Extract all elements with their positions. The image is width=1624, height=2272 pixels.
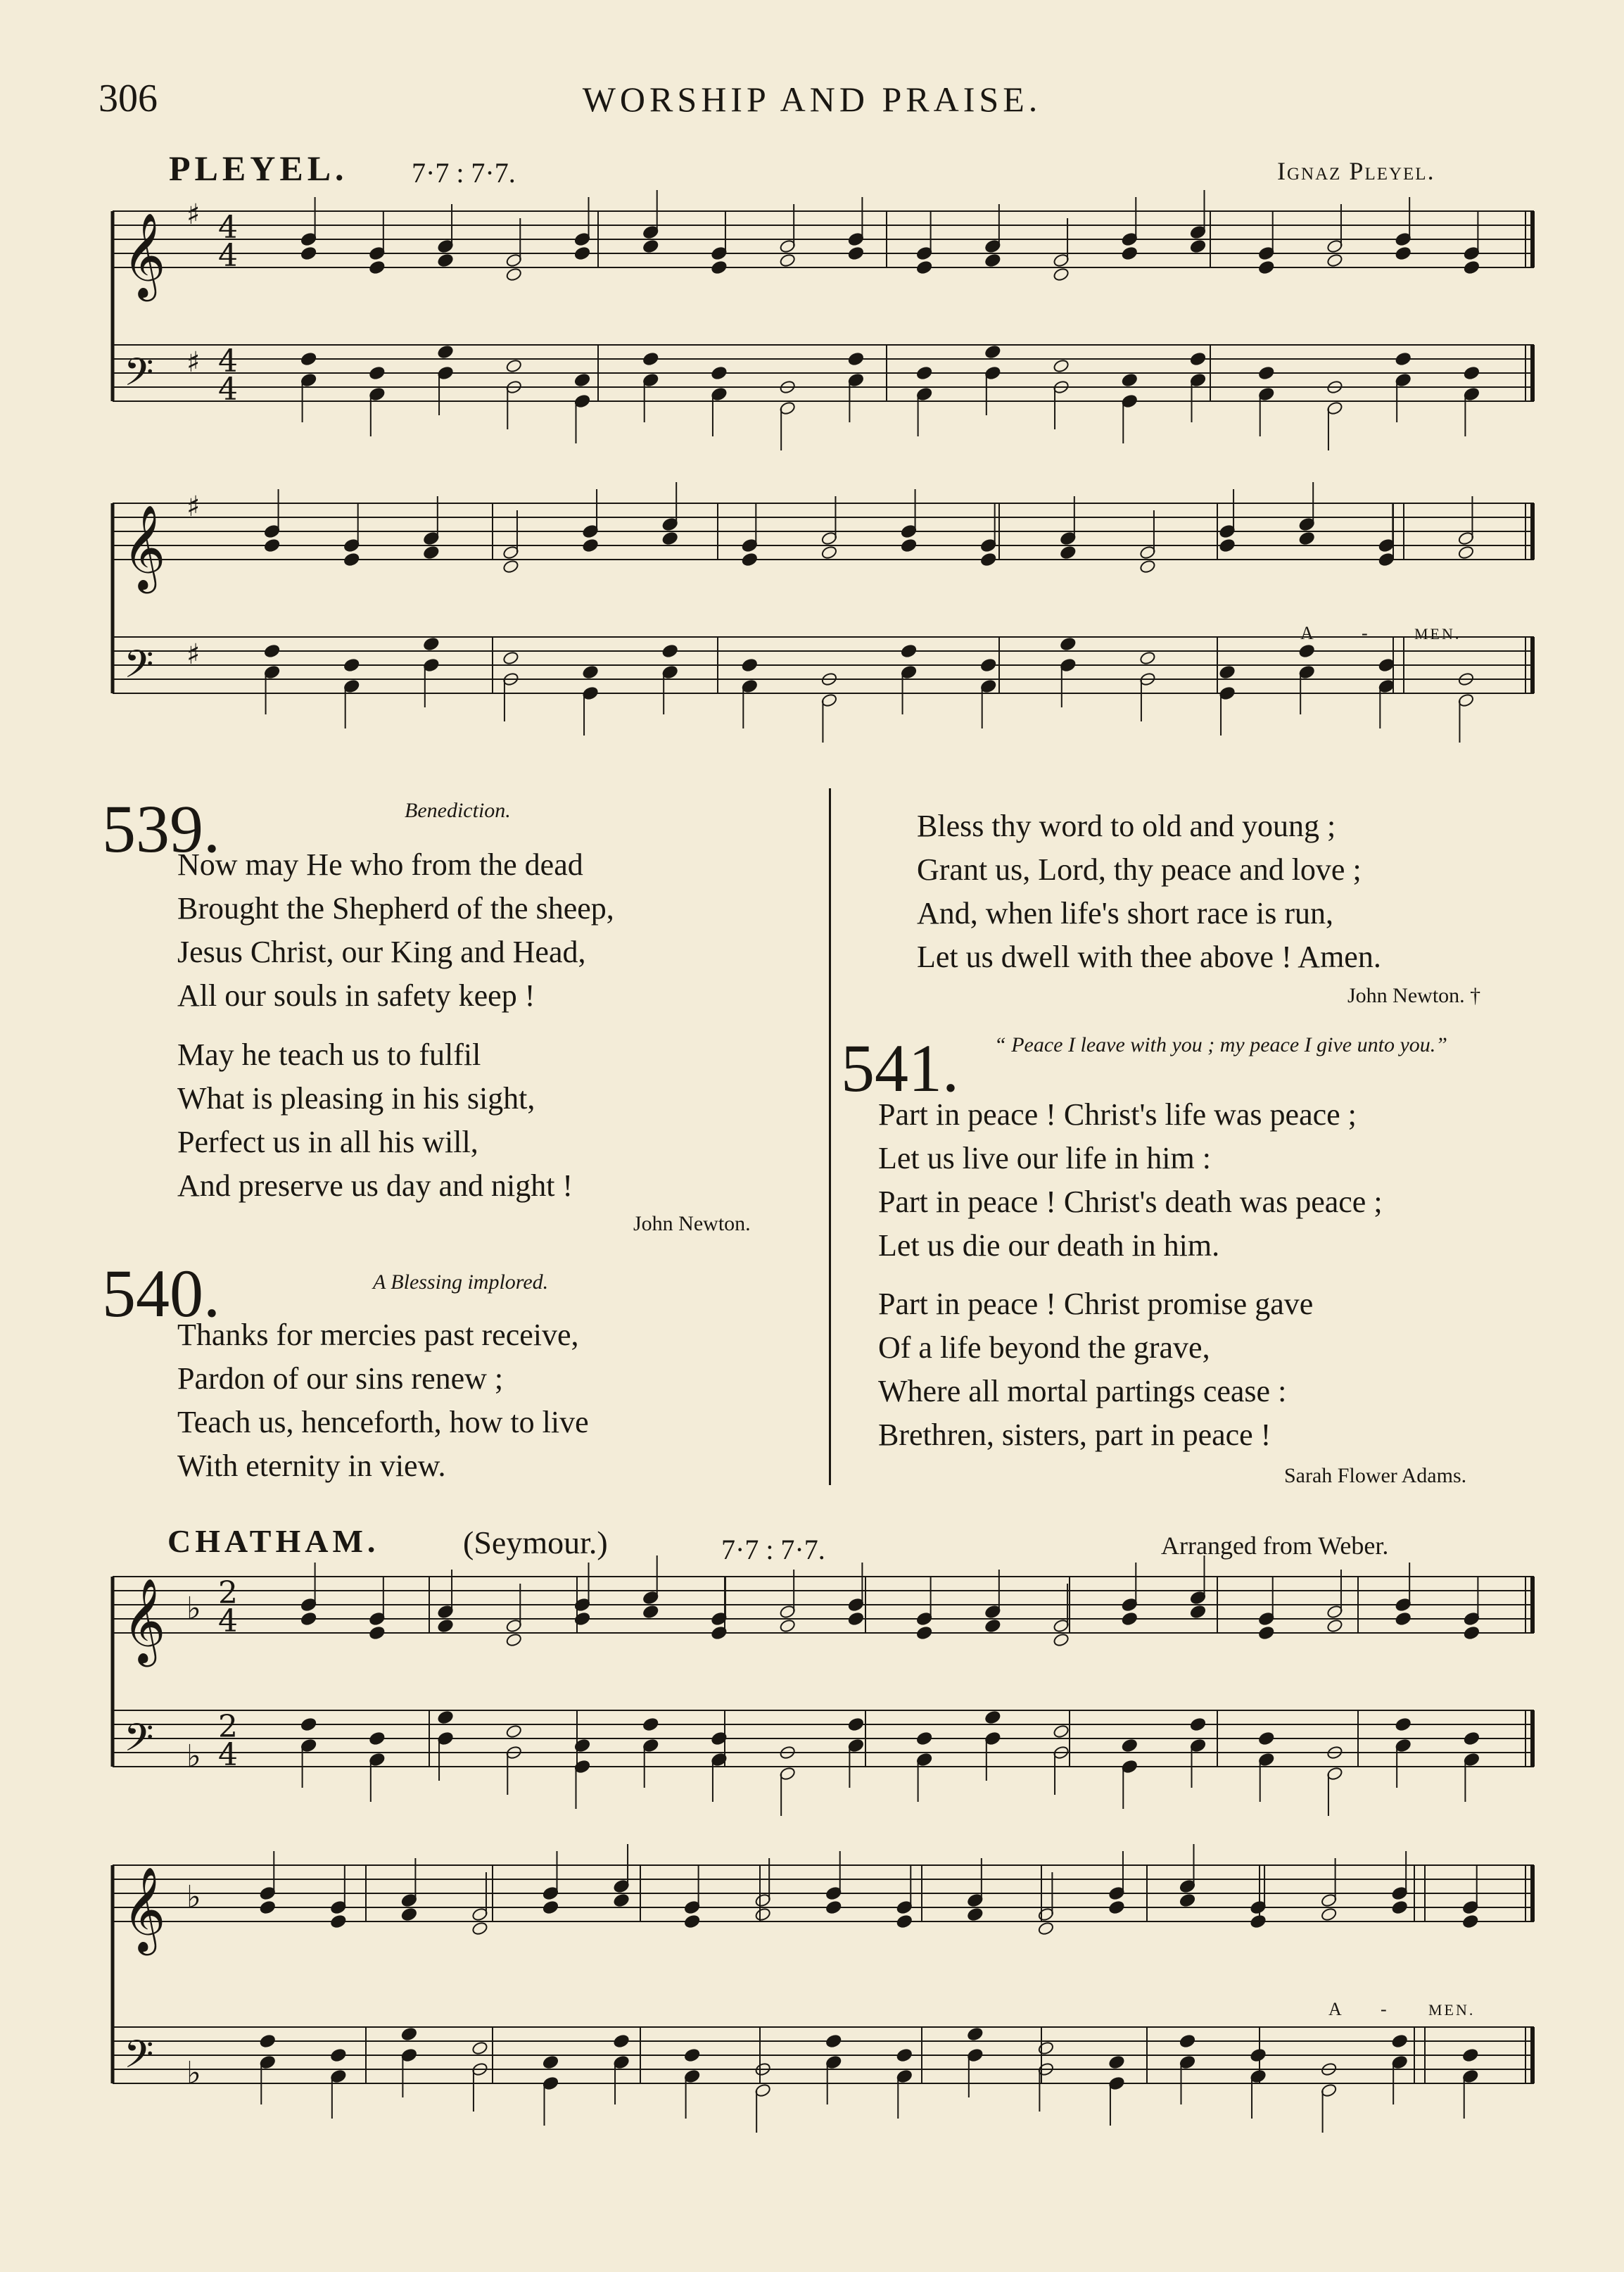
note-head [847,351,864,366]
note-head [1395,1611,1412,1626]
hymn-540-author: John Newton. † [1347,984,1481,1007]
note-head [1298,531,1315,545]
note-head [779,253,796,267]
flat-icon: ♭ [186,2055,201,2091]
bass-clef-icon: 𝄢 [124,1715,154,1769]
note-head [1378,657,1395,672]
note-head [437,1710,454,1724]
note-head [1326,253,1343,267]
hymn-541-author: Sarah Flower Adams. [1284,1464,1467,1487]
verse-line: Where all mortal partings cease : [878,1374,1287,1408]
verse-line: Teach us, henceforth, how to live [177,1405,589,1439]
note-head [471,1921,488,1936]
note-head [400,1907,417,1921]
note-head [825,1900,842,1914]
hymn-539-author: John Newton. [633,1212,751,1235]
time-signature-top: 2 [218,1575,238,1611]
note-head [1395,1717,1412,1731]
note-head [1053,358,1070,373]
note-head [1121,246,1138,260]
note-head [779,1618,796,1633]
note-head [259,1900,276,1914]
note-head [343,552,360,567]
hymn-title-539: Benediction. [405,799,511,822]
note-head [1462,2047,1479,2062]
note-head [1060,636,1077,651]
note-head [1037,1921,1054,1936]
note-head [542,1900,559,1914]
flat-icon: ♭ [186,1591,201,1627]
note-head [502,650,519,665]
note-head [1391,2033,1408,2048]
note-head [613,2033,630,2048]
verse-line: Perfect us in all his will, [177,1125,478,1159]
hymn-number-539: 539. [102,791,220,866]
note-head [369,260,386,274]
note-head [984,253,1001,267]
note-head [330,2047,347,2062]
note-head [847,1611,864,1626]
note-head [1053,1632,1070,1647]
note-head [642,351,659,366]
note-head [1108,2055,1125,2069]
verse-line: What is pleasing in his sight, [177,1081,535,1116]
flat-icon: ♭ [186,1879,201,1915]
note-head [916,260,933,274]
note-head [684,2047,701,2062]
hymn-541-stanza-2 [878,1282,1313,1457]
hymn-epigraph-541: “ Peace I leave with you ; my peace I give unto you.” [994,1033,1447,1056]
note-head [1219,538,1236,553]
note-head [896,2047,913,2062]
note-head [1326,1618,1343,1633]
hymn-number-540: 540. [102,1256,220,1331]
note-head [754,1907,771,1921]
note-head [1053,1724,1070,1738]
sharp-icon: ♯ [186,638,201,671]
note-head [916,1625,933,1640]
time-signature-bottom: 4 [218,1737,238,1773]
note-head [330,1914,347,1929]
verse-line: Bless thy word to old and young ; [917,809,1336,843]
note-head [980,657,997,672]
running-title: WORSHIP AND PRAISE. [582,80,1042,119]
note-head [1189,1717,1206,1731]
flat-icon: ♭ [186,1738,201,1774]
note-head [1258,1625,1275,1640]
tune-meter-chatham: 7·7 : 7·7. [721,1534,825,1565]
note-head [1258,1731,1275,1746]
note-head [847,246,864,260]
note-head [505,358,522,373]
verse-line: Let us live our life in him : [878,1141,1211,1175]
note-head [471,2040,488,2055]
verse-line: May he teach us to fulfil [177,1037,481,1072]
verse-line: Of a life beyond the grave, [878,1330,1210,1365]
note-head [984,1618,1001,1633]
note-head [437,1618,454,1633]
note-head [711,365,728,380]
tune-name-chatham: CHATHAM. [167,1523,380,1559]
hymn-number-541: 541. [841,1030,959,1106]
music-system-chatham-1 [106,1570,1541,1823]
hymn-539-stanza-2 [177,1033,573,1208]
tune-name-pleyel: PLEYEL. [169,149,348,188]
note-head [1391,1900,1408,1914]
verse-line: Let us die our death in him. [878,1228,1220,1263]
note-head [505,267,522,282]
verse-line: Grant us, Lord, thy peace and love ; [917,852,1362,887]
note-head [505,1724,522,1738]
note-head [741,552,758,567]
amen-label-men: MEN. [1414,625,1461,643]
music-system-pleyel-2 [106,491,1541,750]
note-head [741,657,758,672]
note-head [901,643,918,658]
hymn-title-540: A Blessing implored. [373,1270,549,1294]
note-head [1060,545,1077,560]
verse-line: Part in peace ! Christ promise gave [878,1287,1314,1321]
note-head [825,2033,842,2048]
note-head [661,643,678,658]
note-head [369,1625,386,1640]
note-head [896,1914,913,1929]
note-head [1463,260,1480,274]
page-number: 306 [99,77,158,120]
note-head [369,365,386,380]
note-head [1258,365,1275,380]
verse-line: Let us dwell with thee above ! Amen. [917,940,1381,974]
note-head [1121,1611,1138,1626]
amen-label-dash-2: - [1381,1999,1389,2019]
note-head [613,1893,630,1907]
note-head [343,657,360,672]
note-head [300,351,317,366]
note-head [1121,372,1138,387]
verse-line: Jesus Christ, our King and Head, [177,935,586,969]
note-head [980,552,997,567]
treble-clef-icon: 𝄞 [122,212,166,298]
hymn-540-stanza-2 [917,804,1381,979]
note-head [1139,650,1156,665]
note-head [967,2026,984,2041]
note-head [711,260,728,274]
note-head [642,239,659,253]
note-head [437,253,454,267]
note-head [1250,2047,1267,2062]
note-head [264,643,281,658]
note-head [916,365,933,380]
note-head [1321,1907,1338,1921]
music-system-pleyel-1 [106,198,1541,457]
note-head [369,1731,386,1746]
note-head [400,2026,417,2041]
bass-clef-icon: 𝄢 [124,642,154,696]
note-head [1395,351,1412,366]
verse-line: Brought the Shepherd of the sheep, [177,891,614,926]
verse-line: Part in peace ! Christ's life was peace ; [878,1097,1357,1132]
time-signature-top: 4 [218,210,238,246]
tune-meter-pleyel: 7·7 : 7·7. [412,157,516,189]
verse-line: Brethren, sisters, part in peace ! [878,1418,1271,1452]
note-head [847,1717,864,1731]
note-head [300,246,317,260]
note-head [1395,246,1412,260]
note-head [1378,552,1395,567]
note-head [984,344,1001,359]
hymn-540-stanza-1 [177,1313,589,1488]
note-head [437,344,454,359]
note-head [642,1604,659,1619]
note-head [1462,1914,1479,1929]
sharp-icon: ♯ [186,198,201,231]
time-signature-top: 4 [218,343,238,379]
hymn-541-stanza-1 [878,1093,1383,1268]
note-head [542,2055,559,2069]
note-head [984,1710,1001,1724]
note-head [1258,260,1275,274]
note-head [300,1611,317,1626]
note-head [1189,351,1206,366]
note-head [582,538,599,553]
verse-line: And, when life's short race is run, [917,896,1334,930]
treble-clef-icon: 𝄞 [122,1577,166,1663]
music-system-chatham-2 [106,1858,1541,2161]
note-head [916,1731,933,1746]
hymn-539-stanza-1 [177,843,614,1018]
verse-line: Thanks for mercies past receive, [177,1318,579,1352]
note-head [573,246,590,260]
tune-composer-pleyel: Ignaz Pleyel. [1277,157,1435,185]
verse-line: Now may He who from the dead [177,847,583,882]
note-head [259,2033,276,2048]
note-head [1179,2033,1195,2048]
treble-clef-icon: 𝄞 [122,504,166,590]
note-head [820,545,837,560]
note-head [1219,664,1236,679]
note-head [573,372,590,387]
bass-clef-icon: 𝄢 [124,2032,154,2086]
note-head [423,545,440,560]
verse-line: With eternity in view. [177,1449,446,1483]
note-head [1121,1738,1138,1753]
verse-line: All our souls in safety keep ! [177,978,535,1013]
note-head [684,1914,701,1929]
amen-label-a: A [1300,623,1316,643]
time-signature-bottom: 4 [218,1603,238,1639]
time-signature-bottom: 4 [218,238,238,274]
verse-line: Part in peace ! Christ's death was peace ; [878,1185,1383,1219]
note-head [1108,1900,1125,1914]
verse-line: And preserve us day and night ! [177,1168,573,1203]
note-head [1037,2040,1054,2055]
note-head [582,664,599,679]
amen-label-men-2: MEN. [1428,2001,1476,2019]
note-head [1463,1731,1480,1746]
note-head [642,1717,659,1731]
note-head [502,559,519,574]
note-head [300,1717,317,1731]
note-head [967,1907,984,1921]
note-head [264,538,281,553]
verse-line: Pardon of our sins renew ; [177,1361,504,1396]
note-head [661,531,678,545]
note-head [1463,1625,1480,1640]
note-head [1053,267,1070,282]
note-head [1250,1914,1267,1929]
sharp-icon: ♯ [186,346,201,379]
note-head [1298,643,1315,658]
amen-label-dash: - [1362,623,1370,643]
time-signature-bottom: 4 [218,372,238,408]
note-head [1463,365,1480,380]
amen-label-a-2: A [1328,1999,1344,2019]
note-head [1189,239,1206,253]
note-head [505,1632,522,1647]
bass-clef-icon: 𝄢 [124,350,154,404]
time-signature-top: 2 [218,1709,238,1745]
note-head [1139,559,1156,574]
column-divider [829,788,831,1485]
tune-composer-chatham: Arranged from Weber. [1161,1532,1389,1560]
note-head [423,636,440,651]
tune-altname-chatham: (Seymour.) [463,1525,608,1560]
note-head [901,538,918,553]
note-head [1179,1893,1195,1907]
note-head [1189,1604,1206,1619]
sharp-icon: ♯ [186,491,201,523]
note-head [1457,545,1474,560]
treble-clef-icon: 𝄞 [122,1866,166,1952]
